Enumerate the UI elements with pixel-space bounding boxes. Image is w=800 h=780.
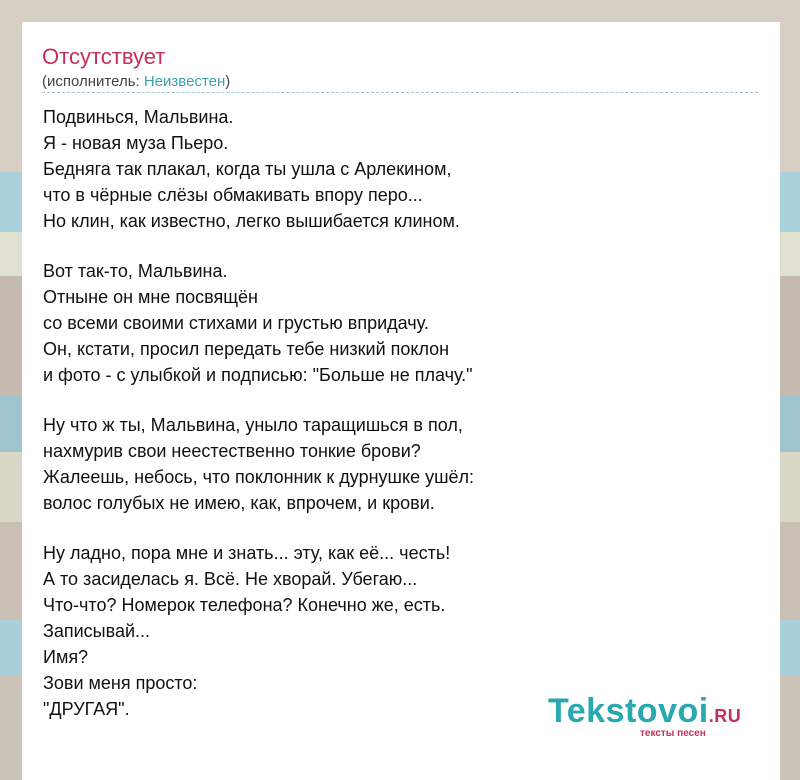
performer-line xyxy=(42,73,230,90)
lyric-line: Он, кстати, просил передать тебе низкий поклон xyxy=(43,339,450,359)
header-divider xyxy=(42,92,758,93)
logo-wordmark xyxy=(548,692,741,731)
lyrics-card xyxy=(22,22,780,780)
lyric-line: Зови меня просто: xyxy=(43,673,198,693)
stanza xyxy=(43,258,474,388)
stanza xyxy=(43,540,474,722)
lyric-line: Отныне он мне посвящён xyxy=(43,287,258,307)
lyric-line: со всеми своими стихами и грустью впридачу. xyxy=(43,313,429,333)
lyric-line: Ну что ж ты, Мальвина, уныло таращишься в пол, xyxy=(43,415,463,435)
lyric-line: Я - новая муза Пьеро. xyxy=(43,133,229,153)
lyric-line: Имя? xyxy=(43,647,89,667)
logo-tld: .RU xyxy=(708,706,742,726)
song-title: Отсутствует xyxy=(42,44,166,69)
lyric-line: "ДРУГАЯ". xyxy=(43,699,130,719)
performer-prefix: (исполнитель: xyxy=(42,73,144,90)
stanza xyxy=(43,104,474,234)
logo-tagline: тексты песен xyxy=(640,728,706,739)
lyric-line: Что-что? Номерок телефона? Конечно же, есть. xyxy=(43,595,446,615)
lyric-line: Вот так-то, Мальвина. xyxy=(43,261,228,281)
performer-link[interactable]: Неизвестен xyxy=(143,73,226,90)
lyric-line: Жалеешь, небось, что поклонник к дурнушке ушёл: xyxy=(43,467,475,487)
performer-suffix: ) xyxy=(225,73,231,90)
lyric-line: А то засиделась я. Всё. Не хворай. Убегаю... xyxy=(43,569,418,589)
stanza-gap xyxy=(43,516,474,540)
lyric-line: волос голубых не имею, как, впрочем, и крови. xyxy=(43,493,435,513)
stanza-gap xyxy=(43,234,474,258)
lyric-line: нахмурив свои неестественно тонкие брови? xyxy=(43,441,421,461)
logo-name: Tekstovoi xyxy=(548,692,709,730)
lyric-line: Записывай... xyxy=(43,621,151,641)
lyrics-text xyxy=(43,104,474,722)
lyric-line: и фото - с улыбкой и подписью: "Больше не плачу." xyxy=(43,365,473,385)
lyric-line: Подвинься, Мальвина. xyxy=(43,107,234,127)
lyric-line: Но клин, как известно, легко вышибается клином. xyxy=(43,211,460,231)
site-logo[interactable] xyxy=(548,692,758,742)
lyric-line: Бедняга так плакал, когда ты ушла с Арлекином, xyxy=(43,159,452,179)
stanza-gap xyxy=(43,388,474,412)
stanza xyxy=(43,412,474,516)
lyric-line: что в чёрные слёзы обмакивать впору перо... xyxy=(43,185,423,205)
lyric-line: Ну ладно, пора мне и знать... эту, как её... честь! xyxy=(43,543,451,563)
